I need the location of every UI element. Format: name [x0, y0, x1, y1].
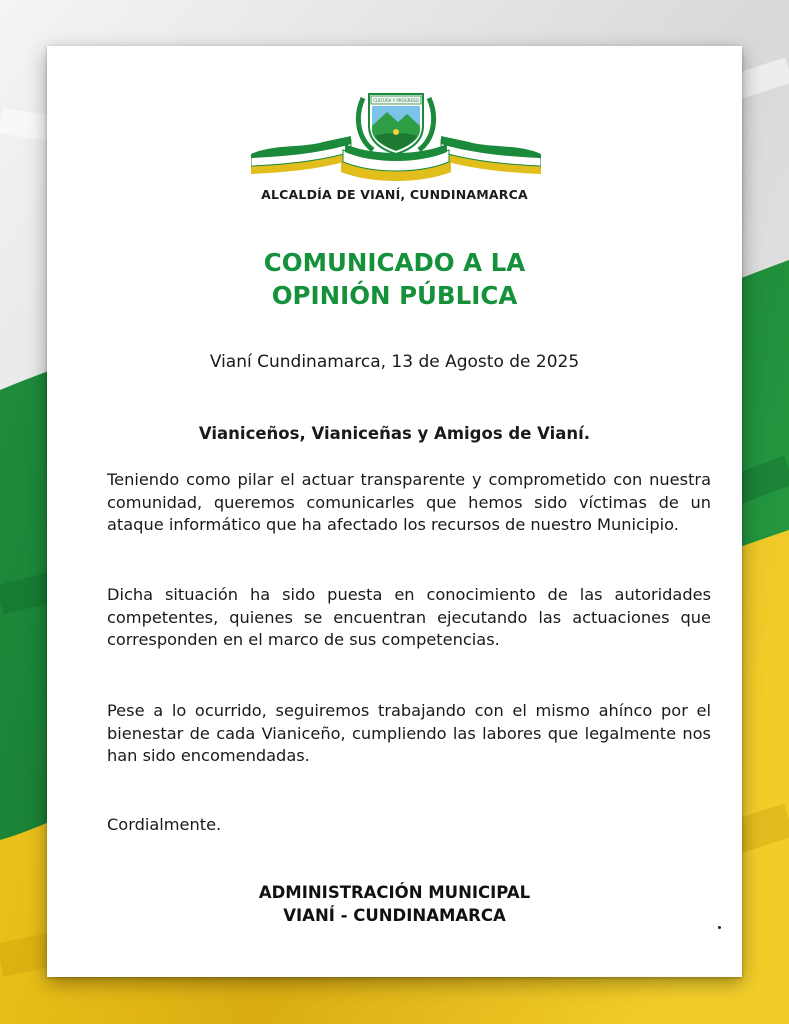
- municipality-name: ALCALDÍA DE VIANÍ, CUNDINAMARCA: [261, 187, 528, 202]
- body-paragraph-2: Dicha situación ha sido puesta en conocimiento de las autoridades competentes, quienes se encuentran ejecutando las actuaciones que corresponden en el marco de sus competencias.: [107, 585, 711, 649]
- signature-line-2: VIANÍ - CUNDINAMARCA: [283, 905, 506, 925]
- page-title: [47, 246, 742, 312]
- emblem-motto: CULTURA Y PROGRESO: [373, 98, 419, 103]
- body-paragraph-3: Pese a lo ocurrido, seguiremos trabajando con el mismo ahínco por el bienestar de cada Vianiceño, cumpliendo las labores que legalmente nos han sido encomendadas.: [107, 701, 711, 765]
- signature-line-1: ADMINISTRACIÓN MUNICIPAL: [258, 883, 531, 902]
- communique-sheet: [47, 46, 742, 977]
- date-line: Vianí Cundinamarca, 13 de Agosto de 2025: [209, 352, 580, 372]
- body-paragraph-1: Teniendo como pilar el actuar transparente y comprometido con nuestra comunidad, queremos comunicarles que hemos sido víctimas de un ataque informático que ha afectado los recursos de nuestro Municipio.: [107, 470, 711, 534]
- title-line-2: OPINIÓN PÚBLICA: [271, 281, 518, 310]
- title-line-1: COMUNICADO A LA: [263, 248, 526, 277]
- municipal-coat-of-arms-icon: [251, 86, 541, 186]
- signature-block: [47, 882, 742, 927]
- stray-mark: [718, 926, 721, 929]
- closing: Cordialmente.: [107, 815, 222, 834]
- salutation: Vianiceños, Vianiceñas y Amigos de Vianí.: [198, 424, 591, 443]
